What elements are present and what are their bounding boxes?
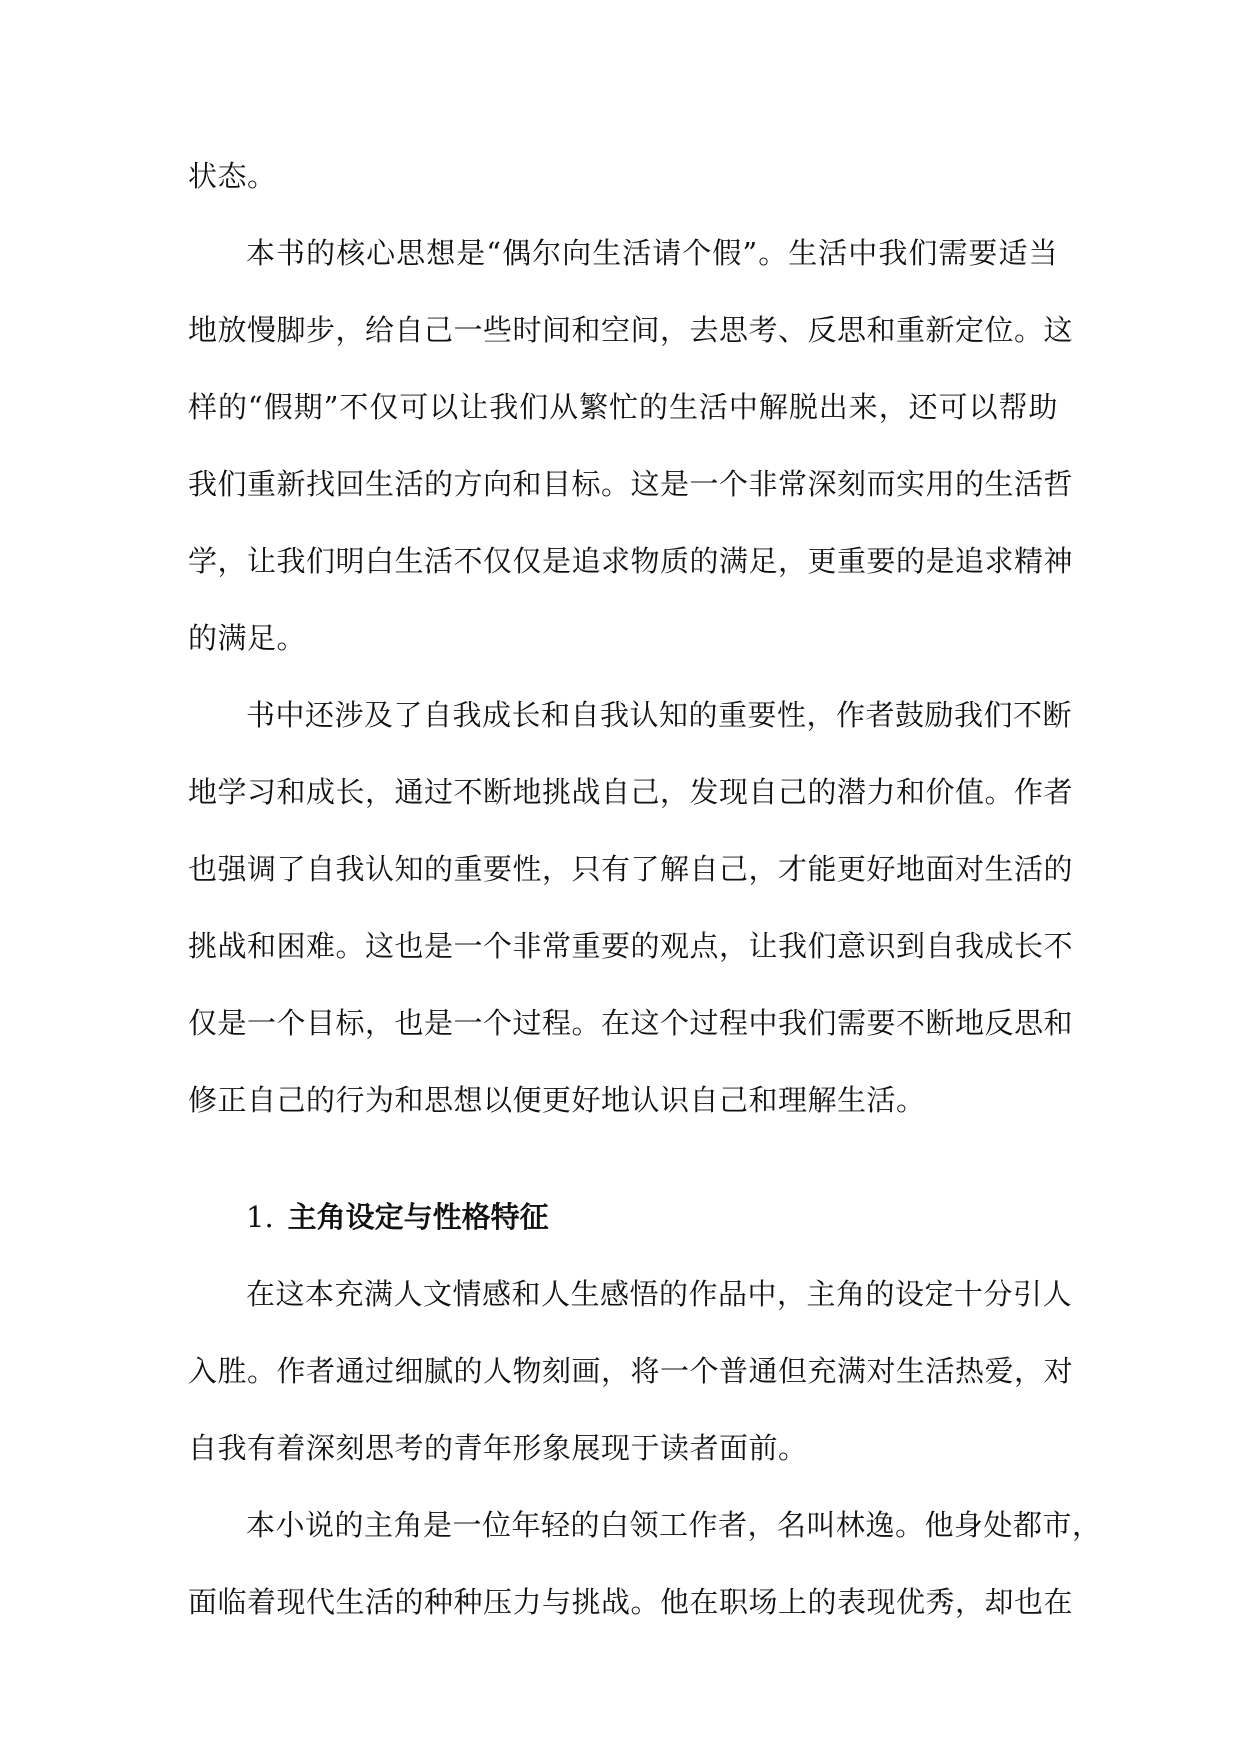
paragraph-continuation	[188, 138, 1058, 215]
paragraph-self-growth	[188, 677, 1074, 1139]
text-line: 仅是一个目标，也是一个过程。在这个过程中我们需要不断地反思和	[188, 1006, 1074, 1040]
text-line: 入胜。作者通过细腻的人物刻画，将一个普通但充满对生活热爱，对	[188, 1354, 1074, 1388]
text-line: 地放慢脚步，给自己一些时间和空间，去思考、反思和重新定位。这	[188, 313, 1074, 347]
paragraph-core-idea	[188, 215, 1074, 677]
text-line: 学，让我们明白生活不仅仅是追求物质的满足，更重要的是追求精神	[188, 544, 1074, 578]
text-line: 也强调了自我认知的重要性，只有了解自己，才能更好地面对生活的	[188, 852, 1074, 886]
section-title: 主角设定与性格特征	[287, 1200, 549, 1234]
text-line: 我们重新找回生活的方向和目标。这是一个非常深刻而实用的生活哲	[188, 467, 1074, 501]
text-line: 在这本充满人文情感和人生感悟的作品中，主角的设定十分引人	[246, 1277, 1073, 1311]
text-line: 挑战和困难。这也是一个非常重要的观点，让我们意识到自我成长不	[188, 929, 1074, 963]
text-line: 的满足。	[188, 621, 307, 655]
text-line: 修正自己的行为和思想以便更好地认识自己和理解生活。	[188, 1083, 926, 1117]
paragraph-protagonist-intro	[188, 1256, 1074, 1487]
text-line: 地学习和成长，通过不断地挑战自己，发现自己的潜力和价值。作者	[188, 775, 1074, 809]
text-line: 面临着现代生活的种种压力与挑战。他在职场上的表现优秀，却也在	[188, 1585, 1074, 1619]
document-page	[188, 138, 1102, 1641]
text-line: 自我有着深刻思考的青年形象展现于读者面前。	[188, 1431, 808, 1465]
text-line: 状态。	[188, 159, 277, 193]
paragraph-protagonist-detail	[188, 1487, 1102, 1641]
text-line: 本书的核心思想是“偶尔向生活请个假”。生活中我们需要适当	[246, 236, 1058, 270]
text-line: 书中还涉及了自我成长和自我认知的重要性，作者鼓励我们不断	[246, 698, 1073, 732]
text-line: 样的“假期”不仅可以让我们从繁忙的生活中解脱出来，还可以帮助	[188, 390, 1058, 424]
section-spacer	[188, 1139, 1058, 1179]
section-heading	[188, 1179, 1058, 1256]
text-line: 本小说的主角是一位年轻的白领工作者，名叫林逸。他身处都市，	[246, 1508, 1102, 1542]
section-number: 1.	[246, 1200, 274, 1234]
